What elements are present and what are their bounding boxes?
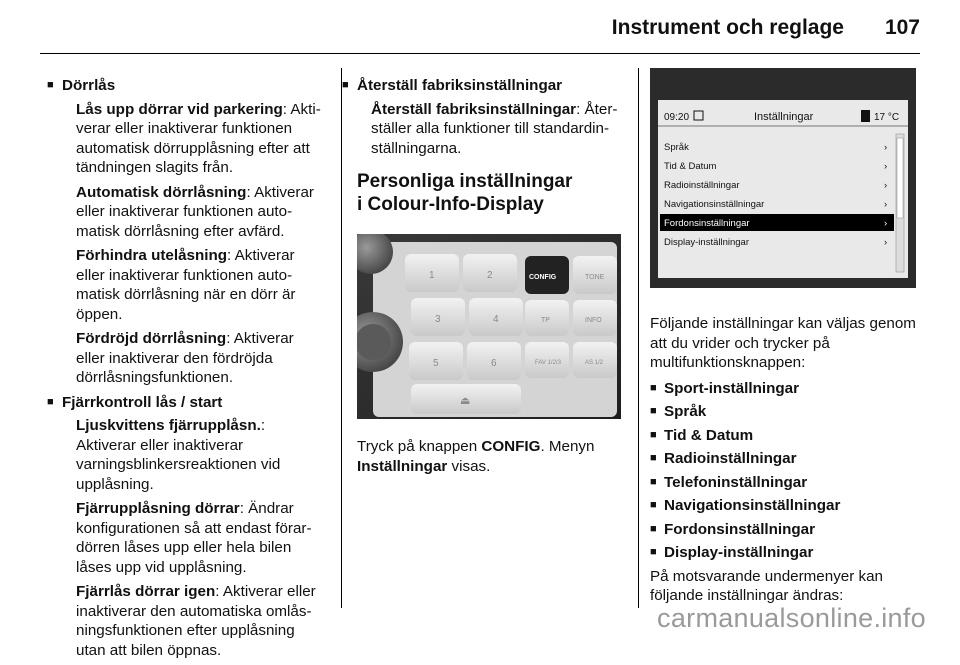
list-item-label: Sport-inställningar [664,379,800,397]
page-header [0,0,960,56]
paragraph [76,329,326,388]
bullet-icon: ■ [47,79,54,91]
paragraph [76,183,326,242]
chevron-right-icon: › [884,237,888,248]
caption-text: . Menyn [540,438,595,455]
bullet-icon: ■ [650,381,657,394]
column-2 [342,76,623,482]
bullet-icon: ■ [650,475,657,488]
screen-time: 09:20 [664,112,690,123]
caption [357,437,623,476]
info-label: INFO [585,317,602,324]
watermark: carmanualsonline.info [657,603,926,633]
section-title: Fjärrkontroll lås / start [62,393,223,411]
description: : Aktiverar eller inaktiverar funktionen automatisk dörrlåsning efter avfärd. [76,183,314,240]
key-label: 3 [435,314,441,325]
key-label: 2 [487,270,493,281]
page-title: Instrument och reglage [611,16,844,39]
as-label: AS 1/2 [585,360,604,366]
paragraph [76,582,326,660]
screen-menu-item: Språk [664,142,689,153]
paragraph [76,416,326,494]
list-item [650,426,916,446]
paragraph [76,499,326,577]
list-item [650,473,916,493]
list-item-label: Telefoninställningar [664,473,808,491]
bullet-icon: ■ [650,428,657,441]
key-label: 5 [433,358,439,369]
term: Fjärrupplåsning dörrar [76,500,240,517]
term: Ljuskvittens fjärrupplåsn. [76,417,261,434]
bullet-icon: ■ [650,522,657,535]
settings-list [650,379,916,563]
column-divider-2 [638,68,639,608]
screen-menu-item: Tid & Datum [664,161,717,172]
heading-line: i Colour-Info-Display [357,194,544,215]
bullet-icon: ■ [650,499,657,511]
description: : Ändrar konfigurationen så att endast förardörren låses upp eller hela bilen låses upp vid upplåsning. [76,500,312,576]
heading-line: Personliga inställningar [357,171,573,192]
list-item-label: Radioinställningar [664,450,797,467]
intro-text: Följande inställningar kan väljas genom att du vrider och trycker på multifunktionsknappen: [650,315,916,371]
control-panel-photo [357,234,621,419]
phone-icon [861,110,870,122]
settings-screen-photo [650,68,916,288]
screen-scrollbar-thumb [897,138,903,218]
list-item-label: Tid & Datum [664,426,754,444]
outro-text: På motsvarande undermenyer kan följande inställningar ändras: [650,567,884,604]
tone-label: TONE [585,274,605,281]
screen-menu-item: Radioinställningar [664,180,740,191]
screen-menu-item: Navigationsinställningar [664,199,765,210]
section-heading [357,170,623,216]
term: Fördröjd dörrlåsning [76,330,227,347]
bullet-icon: ■ [47,395,54,408]
screen-menu-item: Fordonsinställningar [664,218,750,229]
list-item [650,520,916,540]
screen-title: Inställningar [754,111,814,123]
list-item [650,496,916,516]
caption-text: visas. [447,457,491,475]
term: Förhindra utelåsning [76,247,228,264]
list-item [650,379,916,399]
list-item-label: Språk [664,403,707,420]
bullet-icon: ■ [650,405,657,417]
config-label: CONFIG [529,274,557,281]
bullet-icon: ■ [650,452,657,464]
description: : Aktiverar eller inaktiverar varningsblinkersreaktionen vid upplåsning. [76,417,281,493]
column-3 [650,76,916,612]
section-factory-reset [342,76,623,158]
description: : Aktiverar eller inaktiverar funktionen automatisk dörrupplåsning efter att tändningen slagits från. [76,100,321,176]
key-label: 1 [429,270,435,281]
section-remote-control [47,393,326,661]
config-button-name: CONFIG [481,438,541,455]
term: Fjärrlås dörrar igen [76,583,216,600]
fav-label: FAV 1/2/3 [535,360,561,366]
screen-menu-item: Display-inställningar [664,237,750,248]
column-divider-1 [341,68,342,608]
column-1 [47,76,326,665]
key-label: 6 [491,358,497,369]
page-number: 107 [884,16,920,39]
term: Automatisk dörrlåsning [76,183,247,201]
list-item [650,449,916,469]
chevron-right-icon: › [884,142,888,153]
description: : Aktiverar eller inaktiverar den automatiska omlåsningsfunktionen efter upplåsning utan att bilen öppnas. [76,583,316,659]
paragraph [76,100,326,178]
list-item-label: Fordonsinställningar [664,520,816,538]
description: : Aktiverar eller inaktiverar funktionen automatisk dörrlåsning när en dörr är öppen. [76,247,296,323]
chevron-right-icon: › [884,218,888,229]
section-title: Dörrlås [62,77,116,94]
chevron-right-icon: › [884,199,888,210]
header-rule [40,53,920,54]
chevron-right-icon: › [884,180,888,191]
paragraph [76,246,326,324]
settings-menu-name: Inställningar [357,457,448,475]
section-title: Återställ fabriksinställningar [357,77,563,94]
key-label: 4 [493,314,499,325]
description: : Återställer alla funktioner till standardinställningarna. [371,100,618,157]
list-item [650,543,916,563]
screen-temperature: 17 °C [874,112,900,123]
term: Lås upp dörrar vid parkering [76,100,283,118]
description: : Aktiverar eller inaktiverar den fördröjda dörrlåsningsfunktionen. [76,330,294,386]
eject-icon: ⏏ [460,395,471,407]
term: Återställ fabriksinställningar [371,100,577,118]
list-item-label: Navigationsinställningar [664,497,841,514]
list-item [650,402,916,422]
caption-text: Tryck på knappen [357,438,482,455]
paragraph [371,100,623,159]
bullet-icon: ■ [650,546,657,558]
tp-label: TP [541,317,550,324]
list-item-label: Display-inställningar [664,544,814,561]
chevron-right-icon: › [884,161,888,172]
section-door-locks [47,76,326,388]
bullet-icon: ■ [342,79,349,91]
